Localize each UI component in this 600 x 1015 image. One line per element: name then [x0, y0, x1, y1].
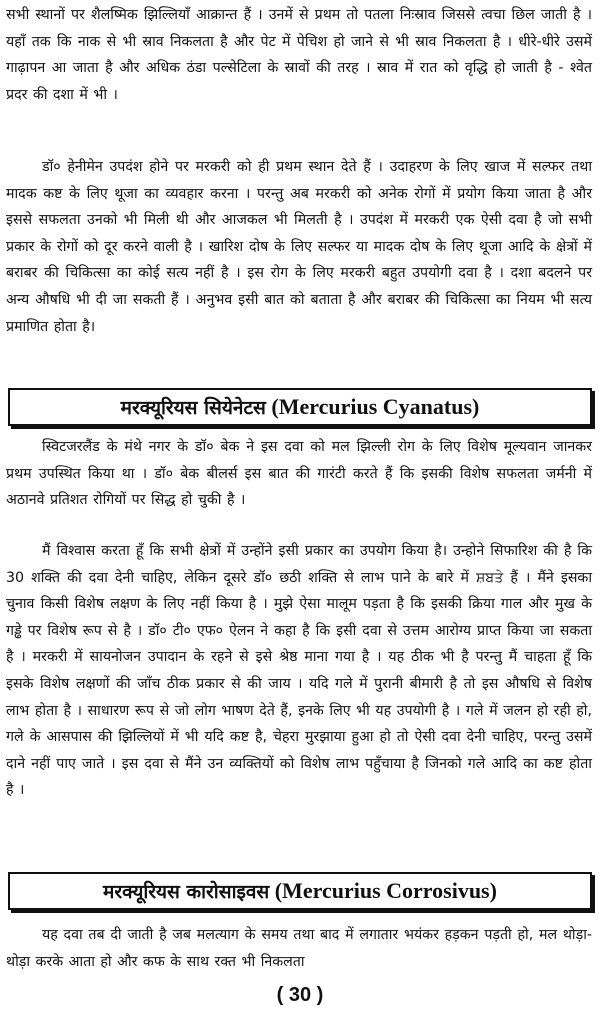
- heading-hindi-title: मरक्यूरियस कारोसाइवस: [103, 881, 270, 903]
- section-heading-mercurius-cyanatus: [8, 388, 592, 426]
- paragraph-experience: मैं विश्वास करता हूँ कि सभी क्षेत्रों में उन्होंने इसी प्रकार का उपयोग किया है। उन्होने सिफारिश की है कि 30 शक्ति की दवा देनी चाहिए, लेकिन दूसरे डॉ० छठी शक्ति से लाभ पाने के बारे में ਸ਼ਬਤੇ हैं । मैंने इसका चुनाव किसी विशेष लक्षण के लिए नहीं किया है । मुझे ऐसा मालूम पड़ता है कि इसकी क्रिया गाल और मुख के गड्ढे पर विशेष रूप से है । डॉ० टी० एफ० ऐलन ने कहा है कि इसी दवा से उत्तम आरोग्य प्राप्त किया जा सकता है । मरकरी में सायनोजन उपादान के रहने से इसे श्रेष्ठ माना गया है । यह ठीक भी है परन्तु मैं चाहता हूँ कि इसके विशेष लक्षणों की जाँच ठीक प्रकार से की जाय । यदि गले में पुरानी बीमारी है तो इस औषधि से विशेष लाभ होता है । साधारण रूप से जो लोग भाषण देते हैं, इनके लिए भी यह उपयोगी है । गले में जलन हो रही हो, गले के आसपास की झिल्लियों में भी यदि कष्ट है, चेहरा मुरझाया हुआ हो तो ऐसी दवा देनी चाहिए, परन्तु उसमें दाने नहीं पाए जाते । इस दवा से मैंने उन व्यक्तियों को विशेष लाभ पहुँचाया है जिनको गले आदि का कष्ट होता है ।: [6, 543, 592, 799]
- section-heading-text: [103, 878, 497, 903]
- paragraph-hahnemann: डॉ० हेनीमेन उपदंश होने पर मरकरी को ही प्रथम स्थान देते हैं । उदाहरण के लिए खाज में सल्फर तथा मादक कष्ट के लिए थूजा का व्यवहार करना । परन्तु अब मरकरी को अनेक रोगों में प्रयोग किया जाता है और इससे सफलता उनको भी मिली थी और आजकल भी मिलती है । उपदंश में मरकरी एक ऐसी दवा है जो सभी प्रकार के रोगों को दूर करने वाली है । खारिश दोष के लिए सल्फर या मादक दोष के लिए थूजा आदि के क्षेत्रों में बराबर की चिकित्सा का कोई सत्य नहीं है । इस रोग के लिए मरकरी बहुत उपयोगी दवा है । दशा बदलने पर अन्य औषधि भी दी जा सकती हैं । अनुभव इसी बात को बताता है और बराबर की चिकित्सा का नियम भी सत्य प्रमाणित होता है।: [6, 159, 592, 335]
- page-number: ( 30 ): [276, 984, 324, 1006]
- paragraph-dr-beck: स्विटजरलैंड के मंथे नगर के डॉ० बेक ने इस दवा को मल झिल्ली रोग के लिए विशेष मूल्यवान जानकर प्रथम उपस्थित किया था । डॉ० बेक बीलर्स इस बात की गारंटी करते हैं कि इसकी विशेष सफलता जर्मनी में अठानवे प्रतिशत रोगियों पर सिद्ध हो चुकी है ।: [6, 439, 592, 509]
- heading-latin-title: (Mercurius Cyanatus): [271, 394, 480, 419]
- section-heading-mercurius-corrosivus: [8, 872, 592, 910]
- paragraph-corrosivus: यह दवा तब दी जाती है जब मलत्याग के समय तथा बाद में लगातार भयंकर हड़कन पड़ती हो, मल थोड़ा-थोड़ा करके आता हो और कफ के साथ रक्त भी निकलता: [6, 927, 592, 970]
- section-heading-text: [121, 394, 480, 419]
- paragraph-intro-continued: सभी स्थानों पर शैलष्मिक झिल्लियाँ आक्रान्त हैं । उनमें से प्रथम तो पतला निःस्राव जिससे त्वचा छिल जाती है । यहाँ तक कि नाक से भी स्राव निकलता है और पेट में पेचिश हो जाने से भी स्राव निकलता है । धीरे-धीरे उसमें गाढ़ापन आ जाता है और अधिक ठंडा पल्सेटिला के स्रावों की तरह । स्राव में रात को वृद्धि हो जाती है - श्वेत प्रदर की दशा में भी ।: [6, 7, 592, 103]
- heading-hindi-title: मरक्यूरियस सियेनेटस: [120, 397, 266, 419]
- heading-latin-title: (Mercurius Corrosivus): [274, 878, 497, 903]
